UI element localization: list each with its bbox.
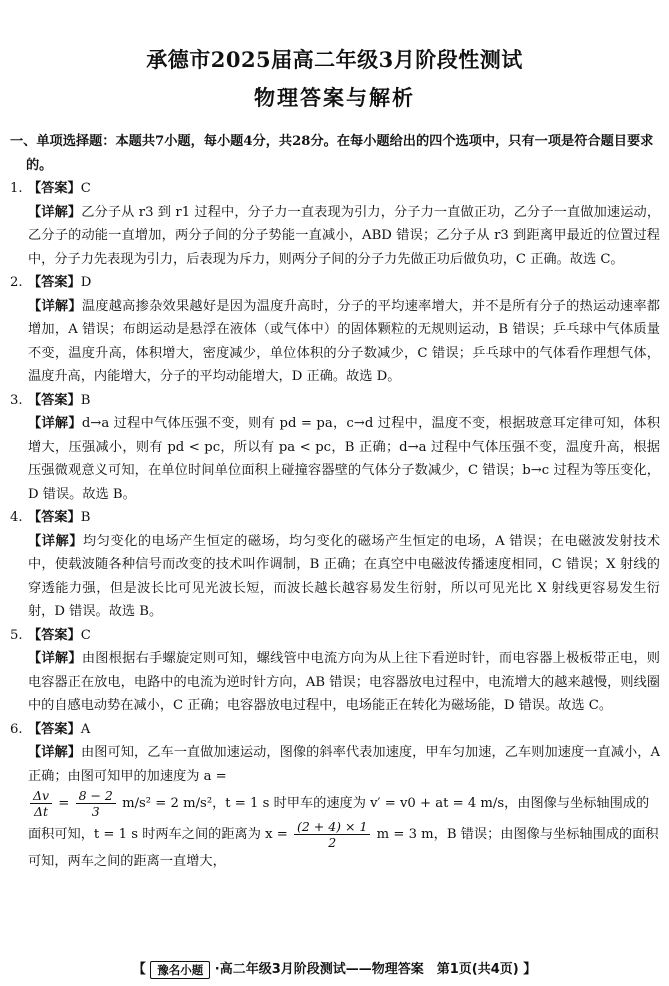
question-number: 5.	[10, 627, 23, 643]
answer-value: C	[80, 627, 91, 643]
answer-value: D	[80, 275, 92, 290]
question-answer-line	[10, 506, 660, 530]
question-answer-line	[10, 271, 660, 295]
fraction-distance: $\frac{(2 + 4) \times 1}{2}$	[294, 819, 370, 850]
question-answer-line	[10, 177, 660, 201]
answer-value: C	[80, 181, 91, 196]
answer-value: B	[80, 510, 91, 525]
answer-label: 【答案】	[28, 627, 81, 643]
question-explanation	[10, 201, 660, 272]
detail-text: 温度越高掺杂效果越好是因为温度升高时，分子的平均速率增大，并不是所有分子的热运动速率都增加，A 错误；布朗运动是悬浮在液体（或气体中）的固体颗粒的无规则运动，B 错误；乒乓球中气体质量不变，温度升高，体积增大，密度减少，单位体积的分子数减少，C 错误；乒乓球中的气体看作理想气体，温度升高，内能增大，分子的平均动能增大，D 正确。故选 D。	[28, 298, 660, 384]
fraction-8-2-3: $\frac{8 - 2}{3}$	[76, 788, 116, 819]
answer-label: 【答案】	[28, 721, 81, 737]
question-explanation	[10, 647, 660, 718]
question-number: 3.	[10, 392, 23, 408]
question-answer-line	[10, 389, 660, 413]
detail-label: 【详解】	[28, 533, 83, 549]
document-subtitle: 物理答案与解析	[254, 85, 415, 110]
detail-text: 乙分子从 r3 到 r1 过程中，分子力一直表现为引力，分子力一直做正功，乙分子一直做加速运动，乙分子的动能一直增加，两分子间的分子势能一直减小，ABD 错误；乙分子从 r3 到距离甲最近的位置过程中，分子力先表现为引力，后表现为斥力，则两分子间的分子力先做正功后做负功，C 正确。故选 C。	[28, 204, 661, 267]
answer-value: B	[80, 392, 91, 408]
detail-label: 【详解】	[28, 298, 82, 314]
question-answer-line	[10, 624, 660, 648]
answer-label: 【答案】	[28, 510, 81, 525]
answer-label: 【答案】	[28, 392, 81, 408]
answer-value: A	[80, 721, 91, 737]
question-explanation	[10, 412, 660, 506]
page-footer: 【 豫名小题 ·高二年级3月阶段测试——物理答案 第1页(共4页) 】	[132, 962, 537, 977]
question-list	[10, 177, 660, 788]
detail-text: 均匀变化的电场产生恒定的磁场，均匀变化的磁场产生恒定的电场，A 错误；在电磁波发射技术中，使载波随各种信号而改变的技术叫作调制，B 正确；在真空中电磁波传播速度相同，C 错误；X 射线的穿透能力强，但是波长比可见光波长短，而波长越长越容易发生衍射，所以可见光比 X 射线更容易发生衍射，D 错误。故选 B。	[28, 533, 661, 619]
document-title: 承德市2025届高二年级3月阶段性测试	[146, 47, 523, 72]
section-heading: 一、单项选择题：本题共7小题，每小题4分，共28分。在每小题给出的四个选项中，只有一项是符合题目要求的。	[10, 134, 654, 173]
detail-label: 【详解】	[28, 745, 81, 760]
publisher-logo: 豫名小题	[150, 961, 210, 979]
detail-text: d→a 过程中气体压强不变，则有 pd = pa，c→d 过程中，温度不变，根据玻意耳定律可知，体积增大，压强减小，则有 pd < pc，所以有 pa < pc，B 正确；d→a 过程中气体压强不变，温度升高，根据压强微观意义可知，在单位时间单位面积上碰撞容器壁的气体分子数减少，C 错误；b→c 过程为等压变化，D 错误。故选 B。	[28, 416, 661, 502]
answer-label: 【答案】	[28, 275, 81, 290]
detail-label: 【详解】	[28, 204, 82, 220]
question-explanation	[10, 530, 660, 624]
fraction-dv-dt: $\frac{\Delta v}{\Delta t}$	[30, 788, 52, 819]
detail-text: 由图根据右手螺旋定则可知，螺线管中电流方向为从上往下看逆时针，而电容器上极板带正电，则电容器正在放电，电路中的电流为逆时针方向，AB 错误；电容器放电过程中，电流增大的越来越慢，则线圈中的自感电动势在减小，C 正确；电容器放电过程中，电场能正在转化为磁场能，D 错误。故选 C。	[28, 651, 660, 713]
question-number: 1.	[10, 181, 23, 196]
q6-formula: $\frac{\Delta v}{\Delta t}$ = $\frac{8 - 2}{3}$ m/s² = 2 m/s²，t = 1 s 时甲车的速度为 v′ = v0 + at = 4 m/s，由图像与坐标轴围成的面积可知，t = 1 s 时两车之间的距离为 x = $\frac{(2 + 4) \times 1}{2}$ m = 3 m，B 错误；由图像与坐标轴围成的面积可知，两车之间的距离一直增大，	[28, 788, 659, 869]
detail-label: 【详解】	[28, 651, 82, 666]
detail-label: 【详解】	[28, 416, 82, 431]
question-number: 2.	[10, 275, 23, 290]
question-answer-line	[10, 718, 660, 742]
answer-label: 【答案】	[28, 181, 81, 196]
detail-text: 由图可知，乙车一直做加速运动，图像的斜率代表加速度，甲车匀加速，乙车则加速度一直减小，A 正确；由图可知甲的加速度为 a =	[28, 745, 660, 784]
footer-text: ·高二年级3月阶段测试——物理答案 第1页(共4页)	[214, 962, 519, 977]
question-number: 4.	[10, 510, 23, 525]
question-number: 6.	[10, 721, 23, 737]
answer-content	[10, 130, 660, 874]
question-explanation	[10, 295, 660, 389]
question-explanation	[10, 741, 660, 788]
